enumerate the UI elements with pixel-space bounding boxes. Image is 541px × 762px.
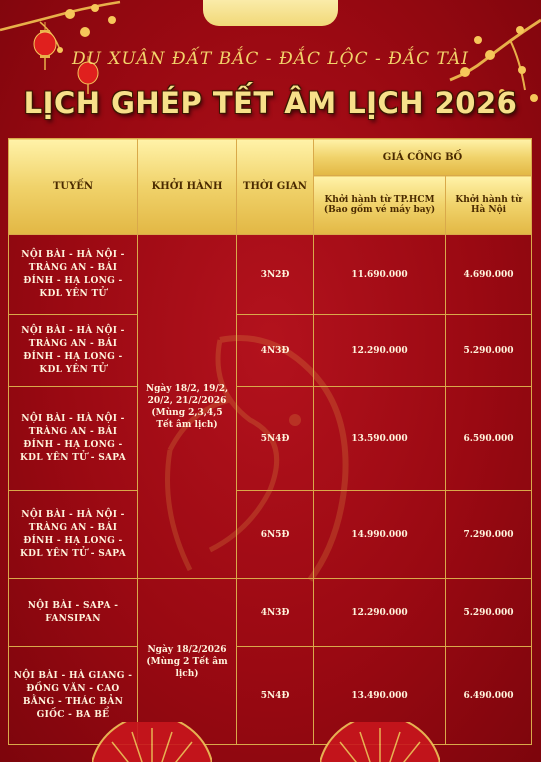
tour-price-table	[8, 138, 532, 745]
route-cell: NỘI BÀI - HÀ NỘI - TRÀNG AN - BÁI ĐÍNH - HẠ LONG - KDL YÊN TỬ - SAPA	[9, 491, 138, 579]
route-cell: NỘI BÀI - SAPA - FANSIPAN	[9, 579, 138, 647]
header-duration: THỜI GIAN	[237, 139, 314, 235]
table-row	[9, 491, 532, 579]
table-row	[9, 647, 532, 745]
table-row	[9, 387, 532, 491]
price-hn-cell: 5.290.000	[446, 315, 532, 387]
price-hn-cell: 5.290.000	[446, 579, 532, 647]
fan-icon	[92, 722, 212, 762]
header-price-hn: Khởi hành từ Hà Nội	[446, 176, 532, 235]
header-departure: KHỞI HÀNH	[138, 139, 237, 235]
price-hn-cell: 6.590.000	[446, 387, 532, 491]
table-row	[9, 579, 532, 647]
price-hcm-cell: 14.990.000	[314, 491, 446, 579]
duration-cell: 5N4Đ	[237, 387, 314, 491]
top-tab	[203, 0, 338, 26]
header-price-hcm: Khởi hành từ TP.HCM (Bao gồm vé máy bay)	[314, 176, 446, 235]
duration-cell: 6N5Đ	[237, 491, 314, 579]
duration-cell: 4N3Đ	[237, 579, 314, 647]
header-price-group: GIÁ CÔNG BỐ	[314, 139, 532, 176]
route-cell: NỘI BÀI - HÀ NỘI - TRÀNG AN - BÁI ĐÍNH - HẠ LONG - KDL YÊN TỬ - SAPA	[9, 387, 138, 491]
price-hcm-cell: 12.290.000	[314, 315, 446, 387]
duration-cell: 5N4Đ	[237, 647, 314, 745]
departure-cell: Ngày 18/2/2026 (Mùng 2 Tết âm lịch)	[138, 579, 237, 745]
page-title: LỊCH GHÉP TẾT ÂM LỊCH 2026	[23, 86, 518, 120]
fan-icon	[320, 722, 440, 762]
route-cell: NỘI BÀI - HÀ NỘI - TRÀNG AN - BÁI ĐÍNH - HẠ LONG - KDL YÊN TỬ	[9, 315, 138, 387]
table-row	[9, 235, 532, 315]
price-hcm-cell: 11.690.000	[314, 235, 446, 315]
price-hn-cell: 6.490.000	[446, 647, 532, 745]
price-hn-cell: 4.690.000	[446, 235, 532, 315]
route-cell: NỘI BÀI - HÀ GIANG - ĐỒNG VĂN - CAO BẰNG - THÁC BẢN GIỐC - BA BỂ	[9, 647, 138, 745]
price-hcm-cell: 13.490.000	[314, 647, 446, 745]
table-row	[9, 315, 532, 387]
price-hn-cell: 7.290.000	[446, 491, 532, 579]
duration-cell: 4N3Đ	[237, 315, 314, 387]
price-hcm-cell: 13.590.000	[314, 387, 446, 491]
price-hcm-cell: 12.290.000	[314, 579, 446, 647]
departure-cell: Ngày 18/2, 19/2, 20/2, 21/2/2026 (Mùng 2,3,4,5 Tết âm lịch)	[138, 235, 237, 579]
slogan: DU XUÂN ĐẤT BẮC - ĐẮC LỘC - ĐẮC TÀI	[72, 49, 469, 69]
header-route: TUYẾN	[9, 139, 138, 235]
duration-cell: 3N2Đ	[237, 235, 314, 315]
route-cell: NỘI BÀI - HÀ NỘI - TRÀNG AN - BÁI ĐÍNH - HẠ LONG - KDL YÊN TỬ	[9, 235, 138, 315]
